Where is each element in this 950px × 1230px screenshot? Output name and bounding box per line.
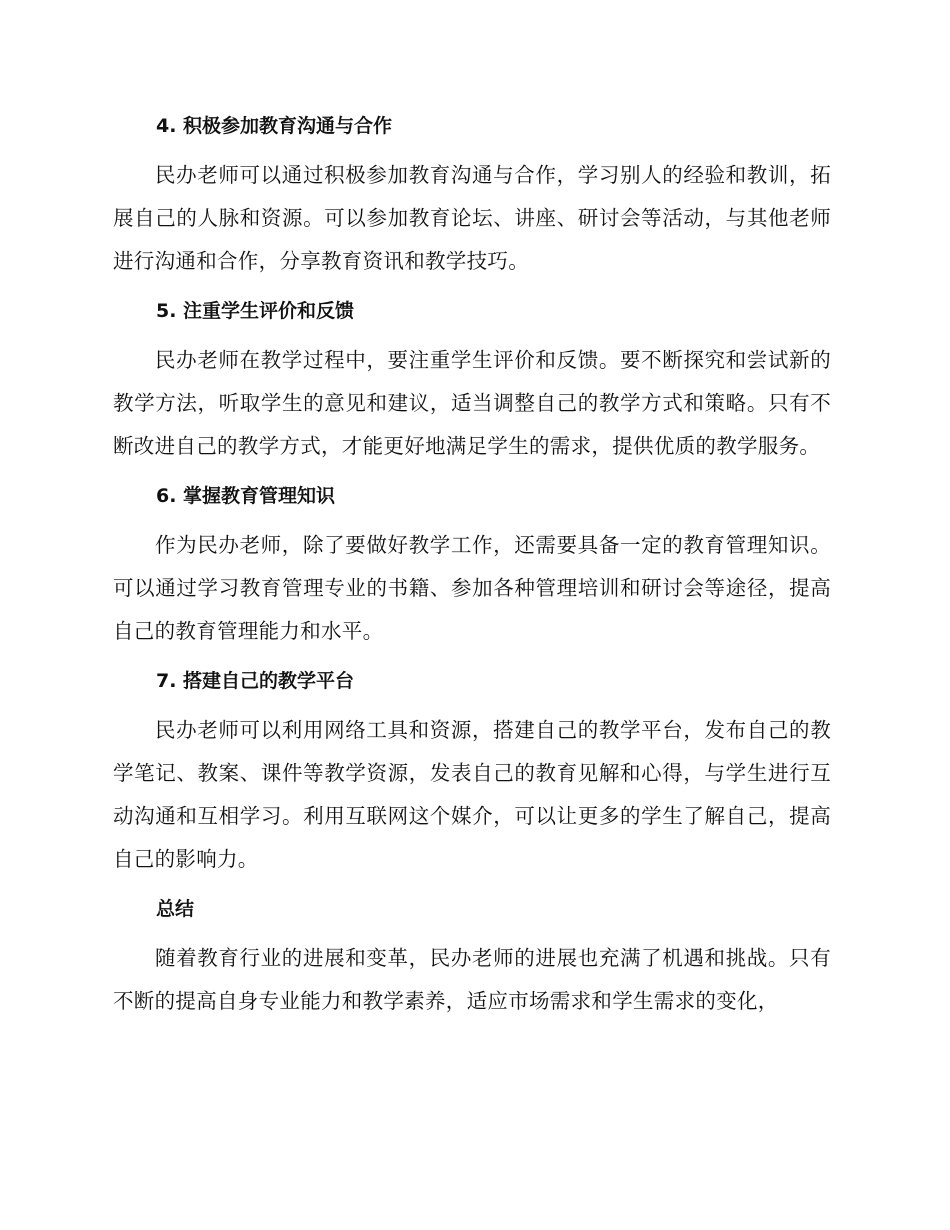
section-heading: 4. 积极参加教育沟通与合作 [156,115,393,137]
section-paragraph: 民办老师可以利用网络工具和资源，搭建自己的教学平台，发布自己的教学笔记、教案、课件等教学资源，发表自己的教育见解和心得，与学生进行互动沟通和互相学习。利用互联网这个媒介，可以让更多的学生了解自己，提高自己的影响力。 [113,718,831,871]
section-paragraph: 随着教育行业的进展和变革，民办老师的进展也充满了机遇和挑战。只有不断的提高自身专业能力和教学素养，适应市场需求和学生需求的变化， [113,946,831,1013]
section-paragraph: 作为民办老师，除了要做好教学工作，还需要具备一定的教育管理知识。可以通过学习教育管理专业的书籍、参加各种管理培训和研讨会等途径，提高自己的教育管理能力和水平。 [113,533,831,643]
section-heading: 5. 注重学生评价和反馈 [156,300,355,322]
section-paragraph: 民办老师在教学过程中，要注重学生评价和反馈。要不断探究和尝试新的教学方法，听取学生的意见和建议，适当调整自己的教学方式和策略。只有不断改进自己的教学方式，才能更好地满足学生的需求，提供优质的教学服务。 [113,348,831,458]
section-heading: 总结 [156,898,195,920]
document-page [113,104,831,1029]
section-heading: 7. 搭建自己的教学平台 [156,670,355,692]
section-paragraph: 民办老师可以通过积极参加教育沟通与合作，学习别人的经验和教训，拓展自己的人脉和资源。可以参加教育论坛、讲座、研讨会等活动，与其他老师进行沟通和合作，分享教育资讯和教学技巧。 [113,163,831,273]
section-7 [113,659,831,881]
section-4 [113,104,831,283]
section-5 [113,289,831,468]
section-heading: 6. 掌握教育管理知识 [156,485,336,507]
section-summary [113,887,831,1023]
section-6 [113,474,831,653]
